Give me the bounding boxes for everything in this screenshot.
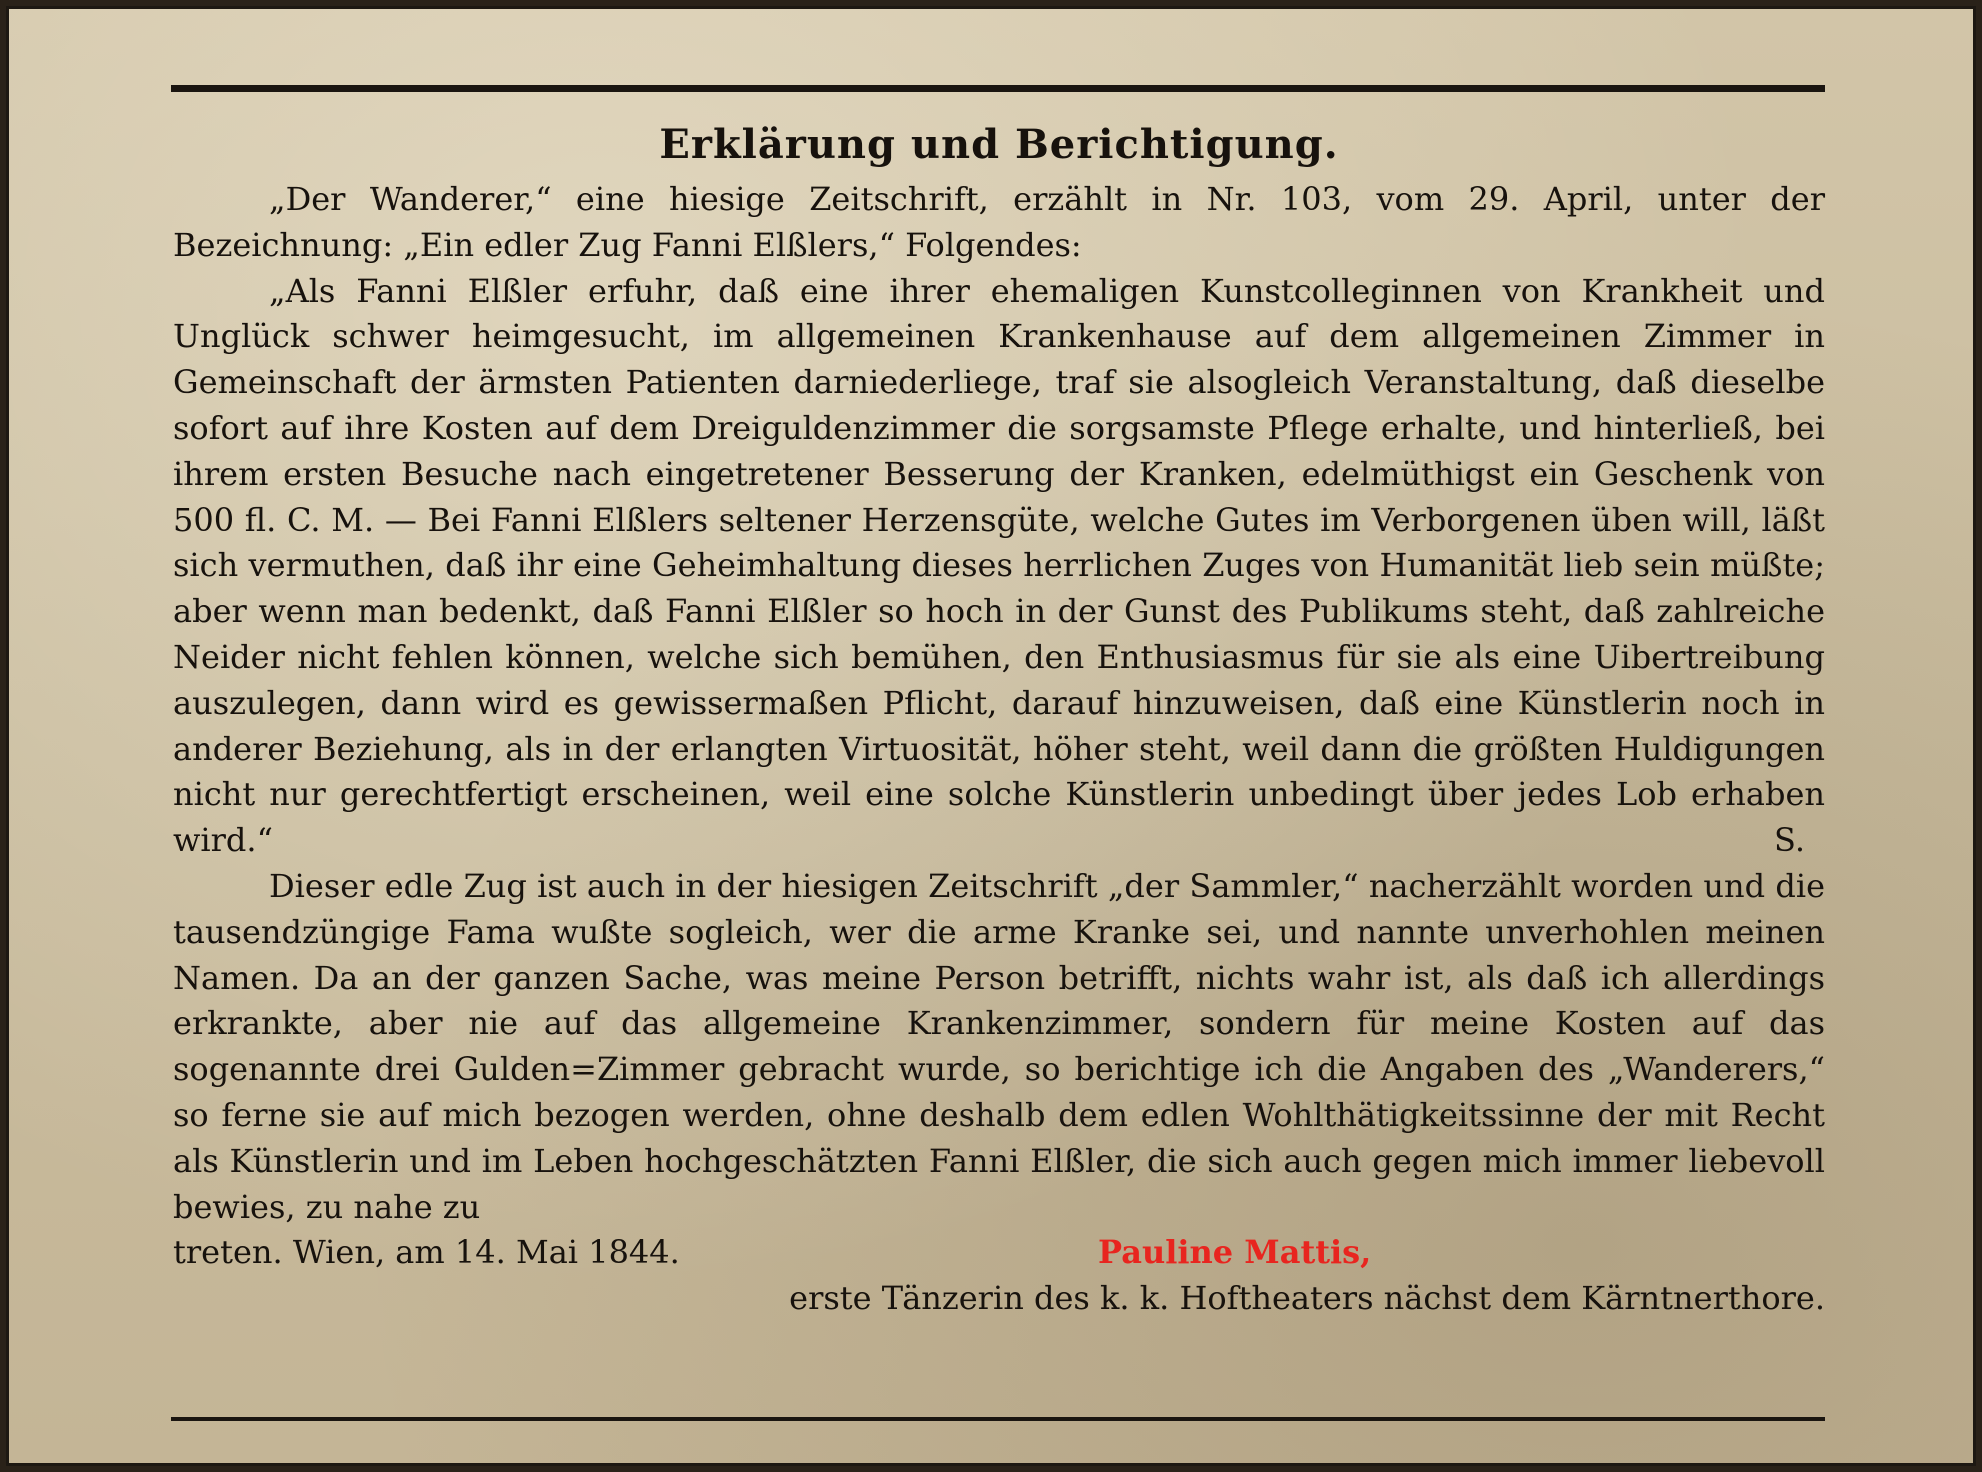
newspaper-paper <box>9 9 1973 1463</box>
signature-title: erste Tänzerin des k. k. Hoftheaters nächst dem Kärntnerthore. <box>789 1279 1825 1318</box>
quote-author-initial: S. <box>1774 821 1805 860</box>
paragraph-quote <box>173 269 1825 864</box>
closing-line <box>173 1230 1825 1276</box>
paragraph-intro: „Der Wanderer,“ eine hiesige Zeitschrift, erzählt in Nr. 103, vom 29. April, unter der Bezeichnung: „Ein edler Zug Fanni Elßlers,“ Folgendes: <box>173 180 1825 264</box>
bottom-rule <box>171 1417 1825 1421</box>
scan-frame <box>6 6 1976 1466</box>
article <box>173 109 1825 1322</box>
signature-name: Pauline Mattis, <box>1098 1233 1372 1272</box>
quote-text: „Als Fanni Elßler erfuhr, daß eine ihrer ehemaligen Kunstcolleginnen von Krankheit und Unglück schwer heimgesucht, im allgemeinen Krankenhause auf dem allgemeinen Zimmer in Gemeinschaft der ärmsten Patienten darniederliege, traf sie alsogleich Veranstaltung, daß dieselbe sofort auf ihre Kosten auf dem Dreiguldenzimmer die sorgsamste Pflege erhalte, und hinterließ, bei ihrem ersten Besuche nach eingetretener Besserung der Kranken, edelmüthigst ein Geschenk von 500 fl. C. M. — Bei Fanni Elßlers seltener Herzensgüte, welche Gutes im Verborgenen üben will, läßt sich vermuthen, daß ihr eine Geheimhaltung dieses herrlichen Zuges von Humanität lieb sein müßte; aber wenn man bedenkt, daß Fanni Elßler so hoch in der Gunst des Publikums steht, daß zahlreiche Neider nicht fehlen können, welche sich bemühen, den Enthusiasmus für sie als eine Uibertreibung auszulegen, dann wird es gewissermaßen Pflicht, darauf hinzuweisen, daß eine Künstlerin noch in anderer Beziehung, als in der erlangten Virtuosität, höher steht, weil dann die größten Huldigungen nicht nur gerechtfertigt erscheinen, weil eine solche Künstlerin unbedingt über jedes Lob erhaben wird.“ <box>173 271 1825 860</box>
top-rule <box>171 85 1825 92</box>
article-heading: Erklärung und Berichtigung. <box>659 121 1339 168</box>
closing-date: treten. Wien, am 14. Mai 1844. <box>173 1233 680 1272</box>
paragraph-correction: Dieser edle Zug ist auch in der hiesigen Zeitschrift „der Sammler,“ nacherzählt worden und die tausendzüngige Fama wußte sogleich, wer die arme Kranke sei, und nannte unverhohlen meinen Namen. Da an der ganzen Sache, was meine Person betrifft, nichts wahr ist, als daß ich allerdings erkrankte, aber nie auf das allgemeine Krankenzimmer, sondern für meine Kosten auf das sogenannte drei Gulden=Zimmer gebracht wurde, so berichtige ich die Angaben des „Wanderers,“ so ferne sie auf mich bezogen werden, ohne deshalb dem edlen Wohlthätigkeitssinne der mit Recht als Künstlerin und im Leben hochgeschätzten Fanni Elßler, die sich auch gegen mich immer liebevoll bewies, zu nahe zu <box>173 866 1825 1226</box>
